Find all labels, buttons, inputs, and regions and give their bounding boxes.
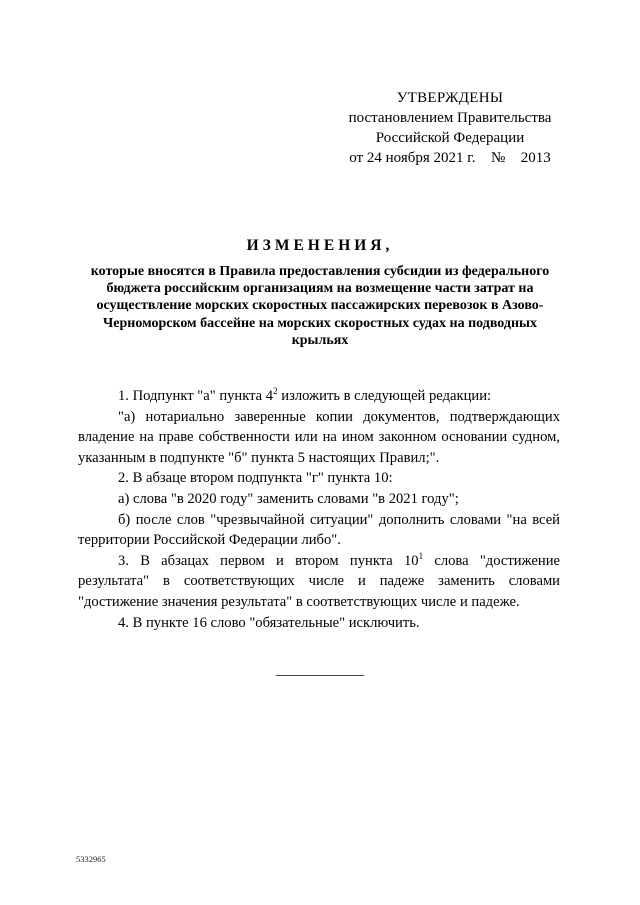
approval-heading: УТВЕРЖДЕНЫ bbox=[396, 90, 504, 106]
approval-date-line bbox=[322, 148, 578, 168]
paragraph-item-1-text: "а) нотариально заверенные копии документов, подтверждающих владение на праве собственности или на ином законном основании судном, указанным в подпункте "б" пункта 5 настоящих Правил;". bbox=[78, 408, 560, 466]
superscript: 2 bbox=[273, 386, 278, 396]
paragraph-item-1: 1. Подпункт "а" пункта $4^2$ изложить в следующей редакции: bbox=[118, 386, 492, 404]
document-code: 5332965 bbox=[76, 854, 106, 864]
paragraph-item-2: 2. В абзаце втором подпункта "г" пункта 10: bbox=[118, 470, 393, 487]
paragraph-item-4: 4. В пункте 16 слово "обязательные" исключить. bbox=[118, 614, 420, 631]
approval-number: 2013 bbox=[520, 150, 551, 166]
superscript: 1 bbox=[418, 550, 424, 561]
approval-date: от 24 ноября 2021 г. bbox=[349, 150, 476, 166]
approval-line-1: постановлением Правительства bbox=[348, 110, 552, 126]
paragraph-item-2a: а) слова "в 2020 году" заменить словами "в 2021 году"; bbox=[118, 490, 459, 507]
document-title: ИЗМЕНЕНИЯ, bbox=[246, 237, 394, 254]
approval-line-2: Российской Федерации bbox=[375, 130, 525, 146]
paragraph-item-2b: б) после слов "чрезвычайной ситуации" дополнить словами "на всей территории Российской Федерации либо". bbox=[78, 511, 560, 549]
document-body bbox=[78, 386, 560, 633]
approval-block bbox=[322, 88, 578, 168]
closing-divider bbox=[276, 675, 364, 676]
document-subtitle: которые вносятся в Правила предоставления субсидии из федерального бюджета российским организациям на возмещение части затрат на осуществление морских скоростных пассажирских перевозок в Азово-Черноморском бассейне на морских скоростных судах на подводных крыльях bbox=[90, 264, 550, 348]
paragraph-item-3: 3. В абзацах первом и втором пункта $10^1$ слова "достижение результата" в соответствующих числе и падеже заменить словами "достижение значения результата" в соответствующих числе и падеже. bbox=[78, 550, 560, 610]
approval-number-label: № bbox=[490, 150, 506, 166]
